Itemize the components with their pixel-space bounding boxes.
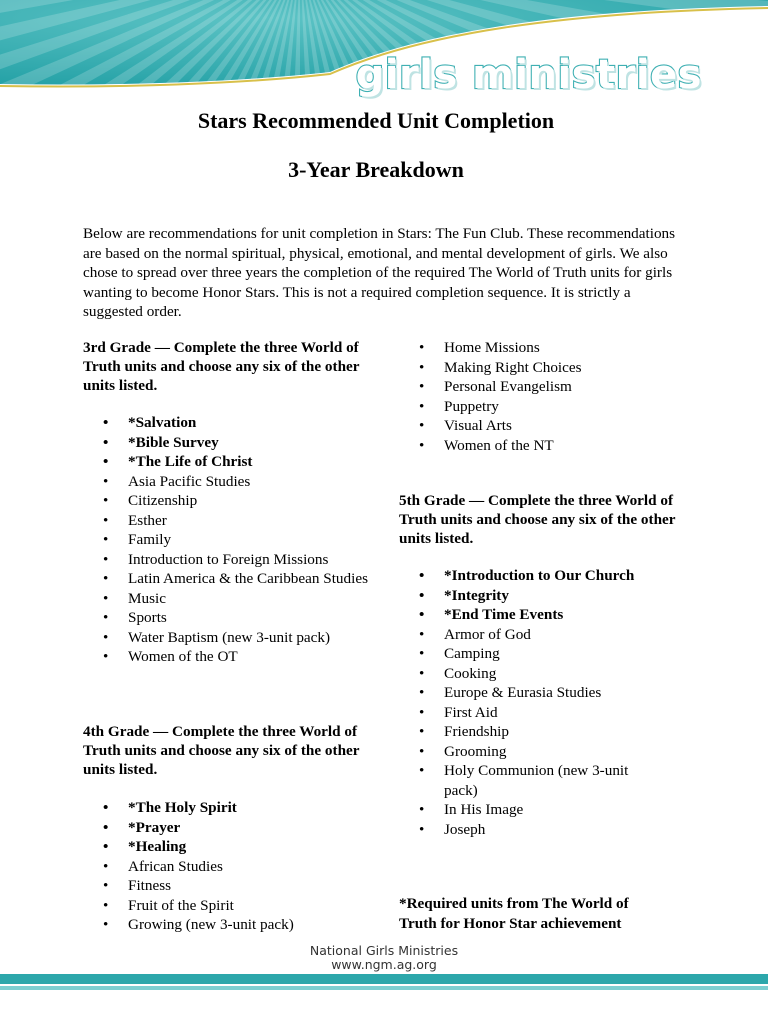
unit-item: • *Salvation	[83, 413, 383, 433]
page-subtitle: 3-Year Breakdown	[288, 157, 464, 182]
unit-item: • *Prayer	[83, 818, 383, 838]
unit-item: • *Integrity	[399, 586, 659, 606]
unit-item: • African Studies	[83, 857, 383, 877]
unit-item: • *Introduction to Our Church	[399, 566, 659, 586]
unit-item: • Growing (new 3-unit pack)	[83, 915, 383, 935]
unit-item: • *End Time Events	[399, 605, 659, 625]
unit-item: • Asia Pacific Studies	[83, 472, 383, 492]
unit-item: • Water Baptism (new 3-unit pack)	[83, 628, 383, 648]
unit-item: • Making Right Choices	[399, 358, 699, 378]
unit-item: • Armor of God	[399, 625, 659, 645]
unit-item: • Joseph	[399, 820, 659, 840]
grade5-unit-list	[399, 566, 659, 839]
grade4-unit-list	[83, 798, 383, 935]
unit-item: • *The Life of Christ	[83, 452, 383, 472]
unit-item: • First Aid	[399, 703, 659, 723]
unit-item: • Cooking	[399, 664, 659, 684]
page-title: Stars Recommended Unit Completion	[197, 108, 555, 133]
unit-item: • Family	[83, 530, 383, 550]
unit-item: • Citizenship	[83, 491, 383, 511]
unit-item: • Europe & Eurasia Studies	[399, 683, 659, 703]
unit-item: • Grooming	[399, 742, 659, 762]
grade4-unit-list-continued	[399, 338, 699, 455]
unit-item: • Sports	[83, 608, 383, 628]
unit-item: • *Bible Survey	[83, 433, 383, 453]
unit-item: • Fitness	[83, 876, 383, 896]
unit-item: • Fruit of the Spirit	[83, 896, 383, 916]
unit-item: • Women of the OT	[83, 647, 383, 667]
unit-item: • Music	[83, 589, 383, 609]
unit-item: • Holy Communion (new 3-unit pack)	[399, 761, 659, 800]
footer-band	[0, 974, 768, 984]
unit-item: • Personal Evangelism	[399, 377, 699, 397]
unit-item: • Introduction to Foreign Missions	[83, 550, 383, 570]
unit-item: • Esther	[83, 511, 383, 531]
unit-item: • Friendship	[399, 722, 659, 742]
unit-item: • Women of the NT	[399, 436, 699, 456]
unit-item: • Puppetry	[399, 397, 699, 417]
grade3-unit-list	[83, 413, 383, 667]
unit-item: • Home Missions	[399, 338, 699, 358]
intro-paragraph: Below are recommendations for unit completion in Stars: The Fun Club. These recommendations are based on the normal spiritual, physical, emotional, and mental development of girls. We also chose to spread over three years the completion of the required The World of Truth units for girls wanting to become Honor Stars. This is not a required completion sequence. It is strictly a suggested order.	[83, 225, 676, 320]
footer-organization: National Girls Ministries	[309, 943, 459, 958]
footer-band-stripe	[0, 986, 768, 990]
girls-ministries-logo: girls ministries	[355, 52, 702, 98]
unit-item: • In His Image	[399, 800, 659, 820]
grade5-heading: 5th Grade — Complete the three World of Truth units and choose any six of the other units listed.	[399, 492, 676, 548]
footer-margin	[0, 992, 768, 1024]
required-units-note: *Required units from The World of Truth for Honor Star achievement	[399, 895, 629, 932]
unit-item: • *The Holy Spirit	[83, 798, 383, 818]
unit-item: • Camping	[399, 644, 659, 664]
unit-item: • *Healing	[83, 837, 383, 857]
unit-item: • Latin America & the Caribbean Studies	[83, 569, 383, 589]
grade3-heading: 3rd Grade — Complete the three World of Truth units and choose any six of the other units listed.	[83, 339, 360, 395]
grade4-heading: 4th Grade — Complete the three World of Truth units and choose any six of the other units listed.	[83, 723, 360, 779]
unit-item: • Visual Arts	[399, 416, 699, 436]
footer-url: www.ngm.ag.org	[331, 957, 437, 972]
